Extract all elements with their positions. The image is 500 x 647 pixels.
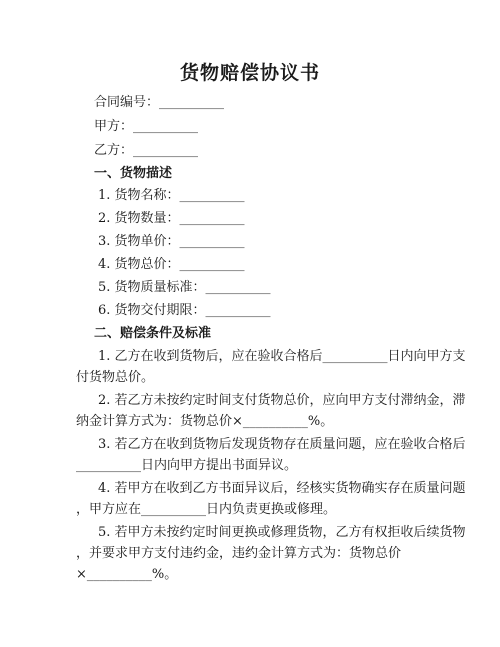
document-title: 货物赔偿协议书 (179, 62, 320, 84)
goods-name-item: 1. 货物名称：__________ (98, 188, 245, 203)
clause-2-line-2: 纳金计算方式为：货物总价×__________%。 (76, 414, 334, 429)
clause-3-line-2: __________日内向甲方提出书面异议。 (76, 458, 298, 473)
party-b-field: 乙方：__________ (94, 143, 199, 158)
clause-4-line-2: ，甲方应在__________日内负责更换或修理。 (76, 502, 337, 517)
goods-unit-price-item: 3. 货物单价：__________ (98, 234, 245, 249)
contract-number-field: 合同编号：__________ (94, 95, 225, 110)
clause-1-line-1: 1. 乙方在收到货物后，应在验收合格后__________日内向甲方支 (98, 349, 466, 364)
section-1-heading: 一、货物描述 (94, 166, 173, 181)
section-2-heading: 二、赔偿条件及标准 (94, 326, 212, 341)
goods-total-price-item: 4. 货物总价：__________ (98, 257, 245, 272)
clause-2-line-1: 2. 若乙方未按约定时间支付货物总价，应向甲方支付滞纳金，滞 (98, 393, 466, 408)
clause-4-line-1: 4. 若甲方在收到乙方书面异议后，经核实货物确实存在质量问题 (98, 481, 466, 496)
party-a-field: 甲方：__________ (94, 119, 199, 134)
goods-delivery-deadline-item: 6. 货物交付期限：__________ (98, 303, 271, 318)
goods-quality-standard-item: 5. 货物质量标准：__________ (98, 280, 271, 295)
clause-5-line-3: ×__________%。 (76, 567, 178, 582)
clause-3-line-1: 3. 若乙方在收到货物后发现货物存在质量问题，应在验收合格后 (98, 437, 466, 452)
goods-quantity-item: 2. 货物数量：__________ (98, 211, 245, 226)
clause-5-line-2: ，并要求甲方支付违约金，违约金计算方式为：货物总价 (76, 546, 402, 561)
clause-1-line-2: 付货物总价。 (76, 370, 155, 385)
clause-5-line-1: 5. 若甲方未按约定时间更换或修理货物，乙方有权拒收后续货物 (98, 525, 466, 540)
